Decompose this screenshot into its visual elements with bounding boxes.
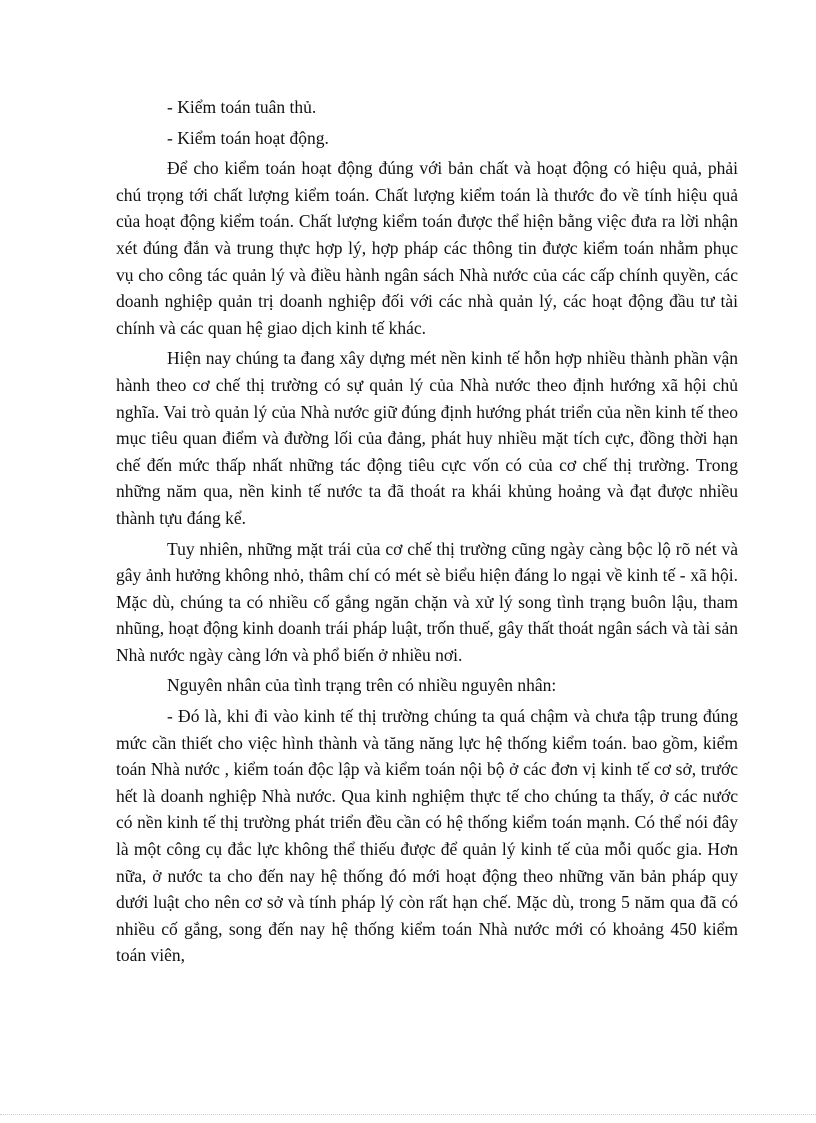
paragraph-market-economy: Hiện nay chúng ta đang xây dựng mét nền kinh tế hỗn hợp nhiều thành phần vận hành theo cơ chế thị trường có sự quản lý của Nhà nước theo định hướng xã hội chủ nghĩa. Vai trò quản lý của Nhà nước giữ đúng định hướng phát triển của nền kinh tế theo mục tiêu quan điểm và đường lối của đảng, phát huy nhiều mặt tích cực, đồng thời hạn chế đến mức thấp nhất những tác động tiêu cực vốn có của cơ chế thị trường. Trong những năm qua, nền kinh tế nước ta đã thoát ra khái khủng hoảng và đạt được nhiều thành tựu đáng kể.	[116, 348, 738, 528]
paragraph-audit-quality: Để cho kiểm toán hoạt động đúng với bản chất và hoạt động có hiệu quả, phải chú trọng tới chất lượng kiểm toán. Chất lượng kiểm toán là thước đo về tính hiệu quả của hoạt động kiểm toán. Chất lượng kiểm toán được thể hiện bằng việc đưa ra lời nhận xét đúng đắn và trung thực hợp lý, hợp pháp các thông tin được kiểm toán nhằm phục vụ cho công tác quản lý và điều hành ngân sách Nhà nước của các cấp chính quyền, các doanh nghiệp quản trị doanh nghiệp đối với các nhà quản lý, các hoạt động đầu tư tài chính và các quan hệ giao dịch kinh tế khác.	[116, 158, 738, 338]
paragraph-cause-slow-audit-system: - Đó là, khi đi vào kinh tế thị trường chúng ta quá chậm và chưa tập trung đúng mức cần thiết cho việc hình thành và tăng năng lực hệ thống kiểm toán. bao gồm, kiểm toán Nhà nước , kiểm toán độc lập và kiểm toán nội bộ ở các đơn vị kinh tế cơ sở, trước hết là doanh nghiệp Nhà nước. Qua kinh nghiệm thực tế cho chúng ta thấy, ở các nước có nền kinh tế thị trường phát triển đều cần có hệ thống kiểm toán mạnh. Có thể nói đây là một công cụ đắc lực không thể thiếu được để quản lý kinh tế của mỗi quốc gia. Hơn nữa, ở nước ta cho đến nay hệ thống đó mới hoạt động theo những văn bản pháp quy dưới luật cho nên cơ sở và tính pháp lý còn rất hạn chế. Mặc dù, trong 5 năm qua đã có nhiều cố gắng, song đến nay hệ thống kiểm toán Nhà nước mới có khoảng 450 kiểm toán viên,	[116, 706, 738, 966]
document-body	[116, 94, 738, 973]
page-bottom-divider	[0, 1114, 816, 1115]
paragraph-bullet-compliance-audit: - Kiểm toán tuân thủ.	[167, 97, 317, 117]
paragraph-bullet-operational-audit: - Kiểm toán hoạt động.	[167, 127, 329, 148]
paragraph-causes-intro: Nguyên nhân của tình trạng trên có nhiều nguyên nhân:	[167, 675, 557, 696]
paragraph-downsides: Tuy nhiên, những mặt trái của cơ chế thị trường cũng ngày càng bộc lộ rõ nét và gây ảnh hưởng không nhỏ, thâm chí có mét sè biểu hiện đáng lo ngại về kinh tế - xã hội. Mặc dù, chúng ta có nhiều cố gắng ngăn chặn và xử lý song tình trạng buôn lậu, tham nhũng, hoạt động kinh doanh trái pháp luật, trốn thuế, gây thất thoát ngân sách và tài sản Nhà nước ngày càng lớn và phổ biến ở nhiều nơi.	[116, 538, 738, 665]
